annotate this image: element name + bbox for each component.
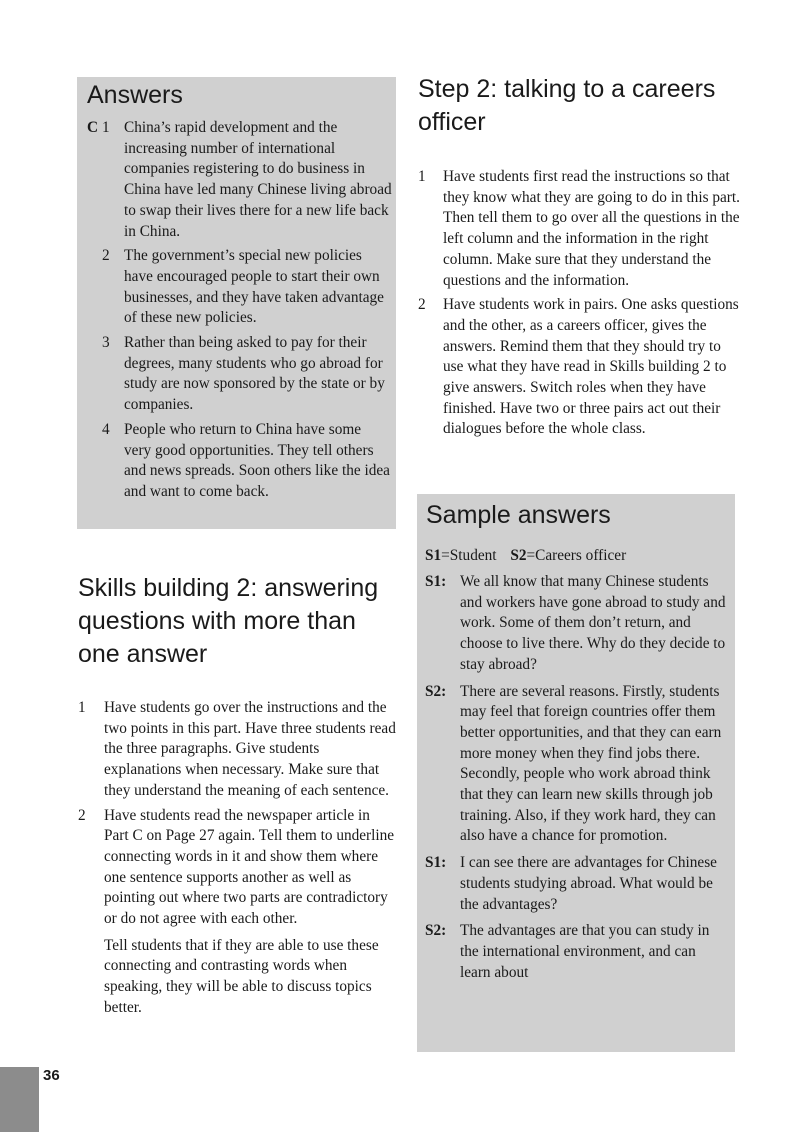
- item-text: The government’s special new policies have encouraged people to start their own businesses, and they have taken advantage of these new policies.: [124, 247, 384, 327]
- list-item: [78, 698, 398, 802]
- step2-list: [418, 167, 740, 440]
- speaker-label: S2:: [425, 922, 447, 940]
- skills-list: [78, 698, 398, 1019]
- page-number: 36: [43, 1067, 60, 1084]
- dialogue-text: We all know that many Chinese students and workers have gone abroad to study and work. Some of them don’t return, and choose to live there. Why do they decide to stay abroad?: [460, 573, 726, 673]
- skills-note: Tell students that if they are able to use these connecting and contrasting words when speaking, they will be able to discuss topics better.: [104, 936, 379, 1016]
- dialogue-line: [425, 921, 730, 983]
- item-number: 1: [102, 119, 110, 136]
- skills-heading: Skills building 2: answering questions with more than one answer: [78, 574, 379, 668]
- item-text: Have students work in pairs. One asks questions and the other, as a careers officer, gives the answers. Remind them that they should try to use what they have read in Skills building 2 to give answers. Switch roles when they have finished. Have two or three pairs act out their dialogues before the whole class.: [443, 296, 739, 438]
- dialogue-text: There are several reasons. Firstly, students may feel that foreign countries offer them better opportunities, and that they can earn more money when they find jobs there. Secondly, people who work abroad think that they can learn new skills through job training. Also, if they work hard, they can also have a chance for promotion.: [460, 682, 722, 845]
- speaker-label: S1:: [425, 573, 447, 590]
- answers-box: [77, 77, 396, 529]
- dialogue-line: [425, 572, 730, 676]
- step2-section: [418, 73, 740, 444]
- skills-section: [78, 572, 398, 1019]
- sample-answers-box: [417, 494, 735, 1052]
- item-number: 1: [418, 168, 426, 185]
- answers-section-letter: C: [87, 119, 99, 136]
- speaker-key: [425, 546, 626, 567]
- item-text: People who return to China have some very good opportunities. They tell others and news spreads. Soon others like the idea and want to come back.: [124, 420, 390, 500]
- answers-heading: Answers: [87, 81, 183, 109]
- list-item: [418, 295, 740, 440]
- list-item: [102, 333, 392, 416]
- speaker-label: S1:: [425, 854, 447, 872]
- key-s2-role: =Careers officer: [526, 547, 627, 564]
- dialogue-line: [425, 682, 730, 848]
- item-number: 2: [418, 296, 426, 314]
- sample-heading: Sample answers: [426, 501, 611, 529]
- dialogue: [425, 572, 730, 989]
- answers-list: [102, 118, 392, 507]
- item-text: Rather than being asked to pay for their degrees, many students who go abroad for study are now sponsored by the state or by companies.: [124, 334, 385, 414]
- key-s1: S1: [425, 547, 442, 564]
- item-number: 3: [102, 334, 110, 352]
- step2-heading: Step 2: talking to a careers officer: [418, 75, 716, 136]
- list-item: [102, 118, 392, 242]
- dialogue-text: I can see there are advantages for Chinese students studying abroad. What would be the advantages?: [460, 854, 717, 913]
- list-item: [78, 806, 398, 930]
- item-number: 4: [102, 420, 110, 438]
- key-s2: S2: [510, 547, 527, 564]
- item-text: Have students first read the instructions so that they know what they are going to do in this part. Then tell them to go over all the questions in the left column and the information in the right column. Make sure that they understand the questions and the information.: [443, 168, 740, 289]
- page-tab: [0, 1067, 39, 1132]
- item-text: Have students go over the instructions and the two points in this part. Have three students read the three paragraphs. Give students explanations when necessary. Make sure that they understand the meaning of each sentence.: [104, 699, 396, 799]
- list-item: [102, 420, 392, 503]
- item-number: 2: [78, 806, 86, 824]
- item-text: Have students read the newspaper article in Part C on Page 27 again. Tell them to underline connecting words in it and show them where one sentence supports another as well as pointing out where two parts are contradictory or do not agree with each other.: [104, 806, 395, 928]
- item-number: 1: [78, 699, 86, 716]
- dialogue-text: The advantages are that you can study in the international environment, and can learn about: [460, 922, 710, 981]
- list-item: [418, 167, 740, 291]
- key-s1-role: =Student: [441, 547, 497, 564]
- item-number: 2: [102, 247, 110, 265]
- dialogue-line: [425, 853, 730, 915]
- list-item: [102, 246, 392, 329]
- item-text: China’s rapid development and the increasing number of international companies registering to do business in China have led many Chinese living abroad to swap their lives there for a new life back in China.: [124, 119, 392, 240]
- speaker-label: S2:: [425, 682, 447, 700]
